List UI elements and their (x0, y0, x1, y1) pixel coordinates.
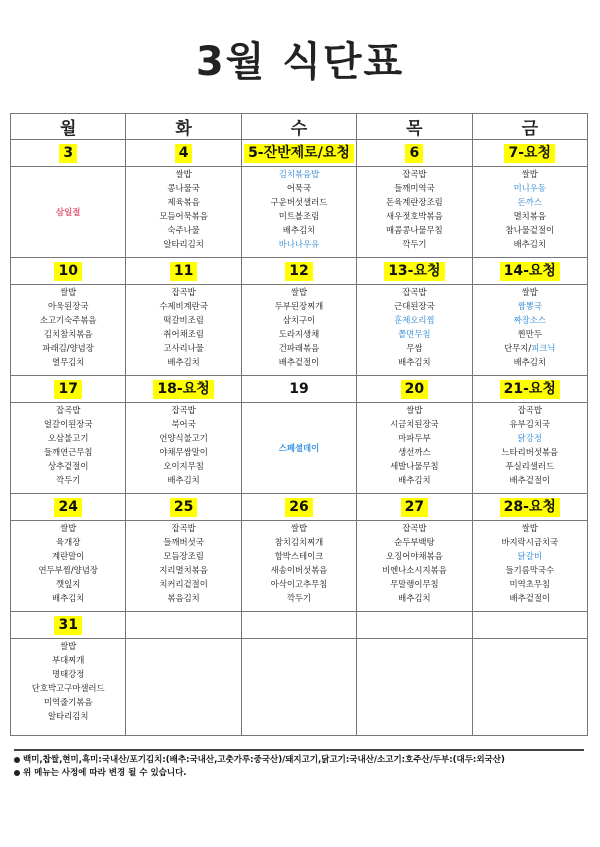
date-cell (126, 140, 241, 167)
menu-item: 깍두기 (56, 475, 81, 485)
menu-item: 느타리버섯볶음 (501, 447, 559, 457)
menu-item: 알타리김치 (163, 239, 204, 249)
menu-item: 세발나물무침 (390, 461, 439, 471)
menu-item: 배추김치 (52, 593, 85, 603)
menu-item: 배추김치 (398, 357, 431, 367)
menu-item: 시금치된장국 (390, 419, 439, 429)
menu-item: 깻잎지 (56, 579, 81, 589)
menu-item: 제육볶음 (167, 197, 200, 207)
menu-item: 얼갈이된장국 (43, 419, 93, 429)
menu-table (10, 113, 588, 736)
date-label: 21-요청 (500, 380, 560, 399)
menu-item: 짜장소스 (513, 315, 546, 325)
menu-item: 잡곡밥 (56, 405, 81, 415)
date-cell (357, 612, 472, 639)
date-cell (357, 258, 472, 285)
date-cell (472, 258, 587, 285)
menu-cell (357, 285, 472, 376)
menu-item: 잡곡밥 (517, 405, 542, 415)
date-label: 12 (285, 262, 312, 281)
date-label: 27 (401, 498, 428, 517)
menu-item: 오징어야채볶음 (386, 551, 443, 561)
menu-item: 배추겉절이 (278, 357, 320, 367)
menu-item: 마파두부 (398, 433, 431, 443)
menu-item: 들깨미역국 (394, 183, 435, 193)
date-cell (357, 494, 472, 521)
date-cell (126, 612, 241, 639)
date-label: 3 (59, 144, 77, 163)
holiday-label: 삼일절 (11, 167, 126, 258)
weekday-mon: 월 (11, 114, 126, 140)
menu-item: 파래김/양념장 (42, 343, 94, 353)
menu-item: 쌀밥 (521, 523, 538, 533)
menu-item: 언양식불고기 (159, 433, 208, 443)
weekday-tue: 화 (126, 114, 241, 140)
menu-item: 김치볶음밥 (278, 169, 320, 179)
menu-item: 잡곡밥 (402, 287, 427, 297)
date-label: 25 (170, 498, 197, 517)
menu-item: 단호박고구마샐러드 (31, 683, 105, 693)
menu-row (11, 403, 588, 494)
date-cell (11, 376, 126, 403)
menu-body (11, 140, 588, 736)
date-cell (357, 376, 472, 403)
menu-item: 모듬장조림 (163, 551, 204, 561)
menu-item: 배추김치 (513, 239, 546, 249)
menu-item: 유부김치국 (509, 419, 550, 429)
menu-item: 오이지무침 (163, 461, 204, 471)
menu-item: 찐만두 (517, 329, 542, 339)
date-cell (357, 140, 472, 167)
menu-row (11, 167, 588, 258)
note-change (14, 767, 584, 780)
notes-section (14, 749, 584, 780)
menu-item: 잡곡밥 (402, 523, 427, 533)
menu-item: 들깨연근무침 (43, 447, 93, 457)
date-label: 28-요청 (500, 498, 560, 517)
menu-item: 육개장 (56, 537, 81, 547)
date-label: 13-요청 (384, 262, 444, 281)
date-row (11, 612, 588, 639)
menu-cell (126, 521, 241, 612)
menu-cell (472, 639, 587, 736)
menu-item: 구운버섯샐러드 (270, 197, 328, 207)
menu-item: 배추겉절이 (509, 593, 550, 603)
menu-item: 배추김치 (513, 357, 546, 367)
menu-item: 부대찌개 (52, 655, 85, 665)
menu-cell (357, 167, 472, 258)
date-label: 26 (285, 498, 312, 517)
menu-cell (241, 521, 356, 612)
menu-item: 들기름막국수 (505, 565, 555, 575)
menu-item: 푸실리샐러드 (505, 461, 555, 471)
date-cell (11, 140, 126, 167)
menu-item: 쌀밥 (175, 169, 192, 179)
date-row (11, 258, 588, 285)
menu-cell (357, 521, 472, 612)
menu-item: 고사리나물 (163, 343, 204, 353)
menu-item: 김치참치볶음 (43, 329, 93, 339)
menu-cell (472, 521, 587, 612)
menu-item: 비엔나소시지볶음 (382, 565, 447, 575)
menu-item: 배추김치 (282, 225, 316, 235)
menu-item: 바지락시금치국 (501, 537, 559, 547)
menu-item: 도라지생채 (278, 329, 320, 339)
menu-item: 열무김치 (52, 357, 85, 367)
menu-item: 치커리겉절이 (159, 579, 208, 589)
menu-cell (357, 403, 472, 494)
date-cell (126, 376, 241, 403)
weekday-wed: 수 (241, 114, 356, 140)
menu-cell (241, 639, 356, 736)
date-label: 19 (289, 380, 309, 397)
menu-item: 어묵국 (286, 183, 312, 193)
menu-item: 모듬어묵볶음 (159, 211, 208, 221)
menu-item: 명태강정 (52, 669, 85, 679)
bullet-icon (14, 757, 20, 763)
menu-item: 들깨버섯국 (163, 537, 204, 547)
menu-item: 단무지/피크닉 (504, 343, 556, 353)
note-origin-text: 백미,찹쌀,현미,흑미:국내산/포기김치:(배추:국내산,고춧가루:중국산)/돼지고기,닭고기:국내산/소고기:호주산/두부:(대두:외국산) (23, 755, 505, 765)
menu-item: 상추겉절이 (47, 461, 89, 471)
date-cell (241, 258, 356, 285)
menu-item: 생선까스 (398, 447, 431, 457)
menu-item: 함박스테이크 (274, 551, 324, 561)
date-label: 5-잔반제로/요청 (244, 144, 354, 163)
menu-item: 쫄면무침 (398, 329, 431, 339)
menu-cell (126, 403, 241, 494)
menu-item: 배추겉절이 (509, 475, 550, 485)
weekday-header-row (11, 114, 588, 140)
date-label: 10 (54, 262, 81, 281)
date-cell (472, 612, 587, 639)
menu-item: 무쌈 (406, 343, 423, 353)
menu-item: 잡곡밥 (171, 287, 196, 297)
menu-item: 배추김치 (167, 357, 200, 367)
menu-item: 계란말이 (52, 551, 85, 561)
menu-cell (472, 403, 587, 494)
special-day-label: 스페셜데이 (241, 403, 356, 494)
date-row (11, 494, 588, 521)
weekday-thu: 목 (357, 114, 472, 140)
date-label: 6 (405, 144, 423, 163)
note-change-text: 위 메뉴는 사정에 따라 변경 될 수 있습니다. (23, 768, 187, 778)
menu-item: 쌀밥 (290, 523, 308, 533)
menu-item: 잡곡밥 (402, 169, 427, 179)
menu-item: 새송이버섯볶음 (270, 565, 328, 575)
menu-item: 미역줄기볶음 (43, 697, 93, 707)
menu-cell (241, 285, 356, 376)
menu-item: 북어국 (171, 419, 196, 429)
menu-row (11, 285, 588, 376)
menu-cell (472, 167, 587, 258)
menu-item: 미니우동 (513, 183, 546, 193)
date-cell (241, 494, 356, 521)
menu-item: 소고기숙주볶음 (39, 315, 97, 325)
menu-item: 훈제오리찜 (394, 315, 435, 325)
date-label: 17 (54, 380, 81, 399)
date-cell (472, 140, 587, 167)
menu-item: 야채무쌈말이 (159, 447, 208, 457)
date-cell (11, 612, 126, 639)
menu-row (11, 639, 588, 736)
menu-item: 두부된장찌개 (274, 301, 324, 311)
date-label: 14-요청 (500, 262, 560, 281)
menu-item: 아삭이고추무침 (270, 579, 328, 589)
menu-cell (472, 285, 587, 376)
menu-item: 닭강정 (517, 433, 542, 443)
date-label: 7-요청 (504, 144, 555, 163)
menu-item: 쌀밥 (290, 287, 308, 297)
menu-item: 돈육계란장조림 (386, 197, 443, 207)
menu-item: 미트볼조림 (278, 211, 320, 221)
menu-item: 순두부백탕 (394, 537, 435, 547)
menu-row (11, 521, 588, 612)
menu-item: 떡갈비조림 (163, 315, 204, 325)
menu-item: 배추김치 (167, 475, 200, 485)
menu-item: 쌀밥 (406, 405, 423, 415)
page-title: 3월 식단표 (195, 39, 405, 85)
date-cell (126, 258, 241, 285)
menu-item: 돈까스 (517, 197, 542, 207)
date-cell (241, 140, 356, 167)
menu-item: 멸치볶음 (513, 211, 546, 221)
date-label: 31 (54, 616, 81, 635)
date-label: 4 (175, 144, 193, 163)
menu-item: 바나나우유 (278, 239, 320, 249)
menu-item: 잡곡밥 (171, 523, 196, 533)
menu-cell (11, 521, 126, 612)
menu-item: 수제비계란국 (159, 301, 208, 311)
menu-item: 지리멸치볶음 (159, 565, 208, 575)
menu-cell (11, 285, 126, 376)
menu-item: 미역초무침 (509, 579, 550, 589)
date-label: 24 (54, 498, 81, 517)
menu-item: 삼치구이 (282, 315, 316, 325)
menu-item: 새우젓호박볶음 (386, 211, 443, 221)
date-row (11, 376, 588, 403)
menu-item: 참나물겉절이 (505, 225, 555, 235)
date-label: 18-요청 (153, 380, 213, 399)
menu-cell (11, 403, 126, 494)
menu-item: 참치김치찌개 (274, 537, 324, 547)
date-cell (472, 494, 587, 521)
menu-item: 짬뽕국 (517, 301, 542, 311)
date-label: 11 (170, 262, 197, 281)
menu-item: 닭갈비 (517, 551, 542, 561)
menu-item: 숙주나물 (167, 225, 200, 235)
menu-cell (126, 639, 241, 736)
menu-cell (126, 285, 241, 376)
date-cell (11, 258, 126, 285)
menu-item: 무말랭이무침 (390, 579, 439, 589)
menu-item: 깍두기 (402, 239, 427, 249)
date-row (11, 140, 588, 167)
date-label: 20 (401, 380, 428, 399)
date-cell (126, 494, 241, 521)
menu-cell (241, 167, 356, 258)
menu-item: 매콤콩나물무침 (386, 225, 443, 235)
date-cell (11, 494, 126, 521)
menu-item: 쌀밥 (60, 287, 77, 297)
menu-item: 알타리김치 (47, 711, 89, 721)
menu-item: 배추김치 (398, 475, 431, 485)
note-origin (14, 754, 584, 767)
menu-item: 오삼불고기 (47, 433, 89, 443)
menu-item: 쌀밥 (60, 523, 77, 533)
menu-item: 깍두기 (286, 593, 312, 603)
date-cell (241, 376, 356, 403)
menu-item: 쌀밥 (60, 641, 77, 651)
menu-item: 근대된장국 (394, 301, 435, 311)
menu-item: 콩나물국 (167, 183, 200, 193)
menu-item: 취어채조림 (163, 329, 204, 339)
menu-item: 배추김치 (398, 593, 431, 603)
menu-item: 볶음김치 (167, 593, 200, 603)
weekday-fri: 금 (472, 114, 587, 140)
menu-item: 건파래볶음 (278, 343, 320, 353)
menu-cell (126, 167, 241, 258)
menu-item: 연두부찜/양념장 (38, 565, 98, 575)
menu-item: 쌀밥 (521, 169, 538, 179)
menu-cell (357, 639, 472, 736)
date-cell (241, 612, 356, 639)
date-cell (472, 376, 587, 403)
menu-item: 쌀밥 (521, 287, 538, 297)
menu-cell (11, 639, 126, 736)
menu-item: 아욱된장국 (47, 301, 89, 311)
bullet-icon (14, 770, 20, 776)
menu-item: 잡곡밥 (171, 405, 196, 415)
